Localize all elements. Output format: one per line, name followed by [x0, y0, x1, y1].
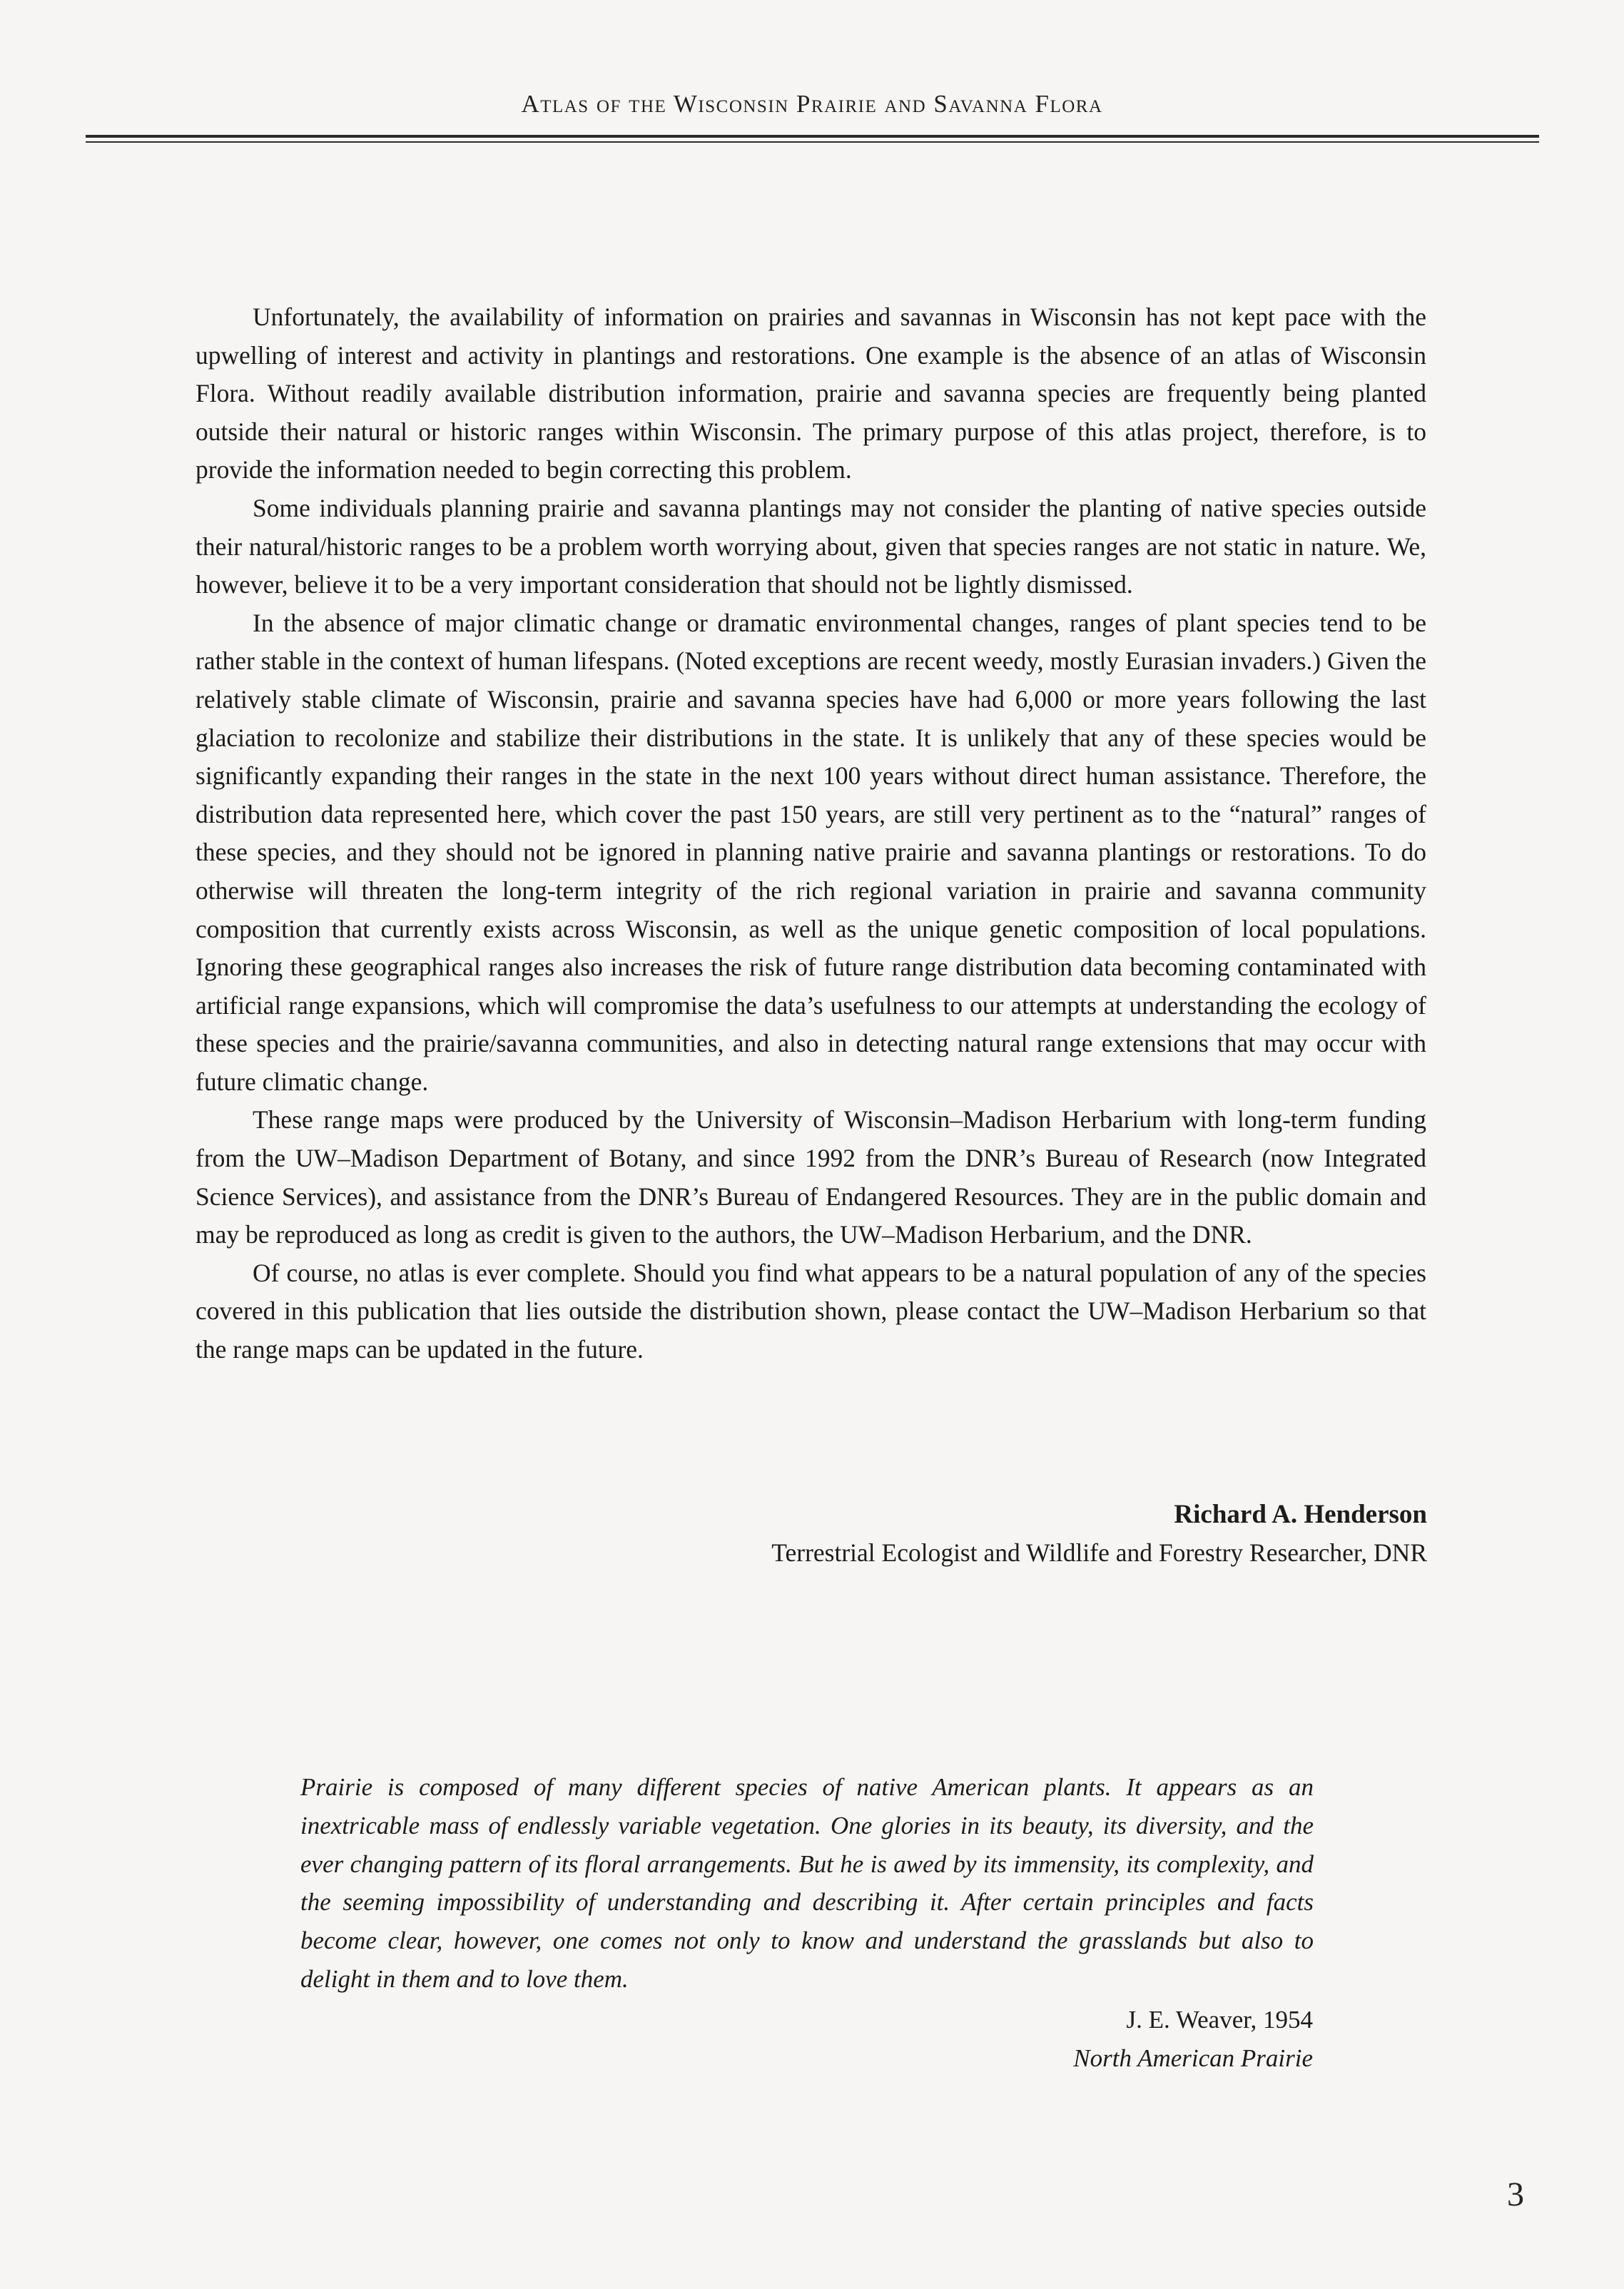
quote-attribution	[742, 2001, 1313, 2078]
header-rule-thin	[86, 141, 1539, 143]
paragraph: Of course, no atlas is ever complete. Should you find what appears to be a natural population of any of the species covered in this publication that lies outside the distribution shown, please contact the UW–Madison Herbarium so that the range maps can be updated in the future.	[196, 1258, 1426, 1364]
paragraph: In the absence of major climatic change or dramatic environmental changes, ranges of plant species tend to be rather stable in the context of human lifespans. (Noted exceptions are recent weedy, mostly Eurasian invaders.) Given the relatively stable climate of Wisconsin, prairie and savanna species have had 6,000 or more years following the last glaciation to recolonize and stabilize their distributions in the state. It is unlikely that any of these species would be significantly expanding their ranges in the state in the next 100 years without direct human assistance. Therefore, the distribution data represented here, which cover the past 150 years, are still very pertinent as to the “natural” ranges of these species, and they should not be ignored in planning native prairie and savanna plantings or restorations. To do otherwise will threaten the long-term integrity of the rich regional variation in prairie and savanna community composition that currently exists across Wisconsin, as well as the unique genetic composition of local populations. Ignoring these geographical ranges also increases the risk of future range distribution data becoming contaminated with artificial range expansions, which will compromise the data’s usefulness to our attempts at understanding the ecology of these species and the prairie/savanna communities, and also in detecting natural range extensions that may occur with future climatic change.	[196, 608, 1426, 1096]
paragraph: Some individuals planning prairie and savanna plantings may not consider the planting of native species outside their natural/historic ranges to be a problem worth worrying about, given that species ranges are not static in nature. We, however, believe it to be a very important consideration that should not be lightly dismissed.	[196, 493, 1426, 599]
quote-text: Prairie is composed of many different species of native American plants. It appears as an inextricable mass of endlessly variable vegetation. One glories in its beauty, its diversity, and the ever changing pattern of its floral arrangements. But he is awed by its immensity, its complexity, and the seeming impossibility of understanding and describing it. After certain principles and facts become clear, however, one comes not only to know and understand the grasslands but also to delight in them and to love them.	[300, 1773, 1314, 1993]
paragraph: These range maps were produced by the University of Wisconsin–Madison Herbarium with long-term funding from the UW–Madison Department of Botany, and since 1992 from the DNR’s Bureau of Research (now Integrated Science Services), and assistance from the DNR’s Bureau of Endangered Resources. They are in the public domain and may be reproduced as long as credit is given to the authors, the UW–Madison Herbarium, and the DNR.	[196, 1105, 1426, 1249]
running-head: Atlas of the Wisconsin Prairie and Savanna Flora	[521, 90, 1103, 118]
quote-source: North American Prairie	[1073, 2044, 1313, 2072]
header-rule-thick	[86, 135, 1539, 138]
epigraph-quote	[300, 1768, 1314, 1999]
signature-title: Terrestrial Ecologist and Wildlife and Forestry Researcher, DNR	[771, 1538, 1427, 1567]
paragraph: Unfortunately, the availability of information on prairies and savannas in Wisconsin has not kept pace with the upwelling of interest and activity in plantings and restorations. One example is the absence of an atlas of Wisconsin Flora. Without readily available distribution information, prairie and savanna species are frequently being planted outside their natural or historic ranges within Wisconsin. The primary purpose of this atlas project, therefore, is to provide the information needed to begin correcting this problem.	[196, 303, 1426, 484]
signature-name: Richard A. Henderson	[1174, 1500, 1427, 1529]
signature-block	[357, 1496, 1427, 1572]
page-number: 3	[1507, 2176, 1524, 2213]
body-text	[196, 298, 1426, 1369]
quote-author: J. E. Weaver, 1954	[1126, 2006, 1313, 2034]
